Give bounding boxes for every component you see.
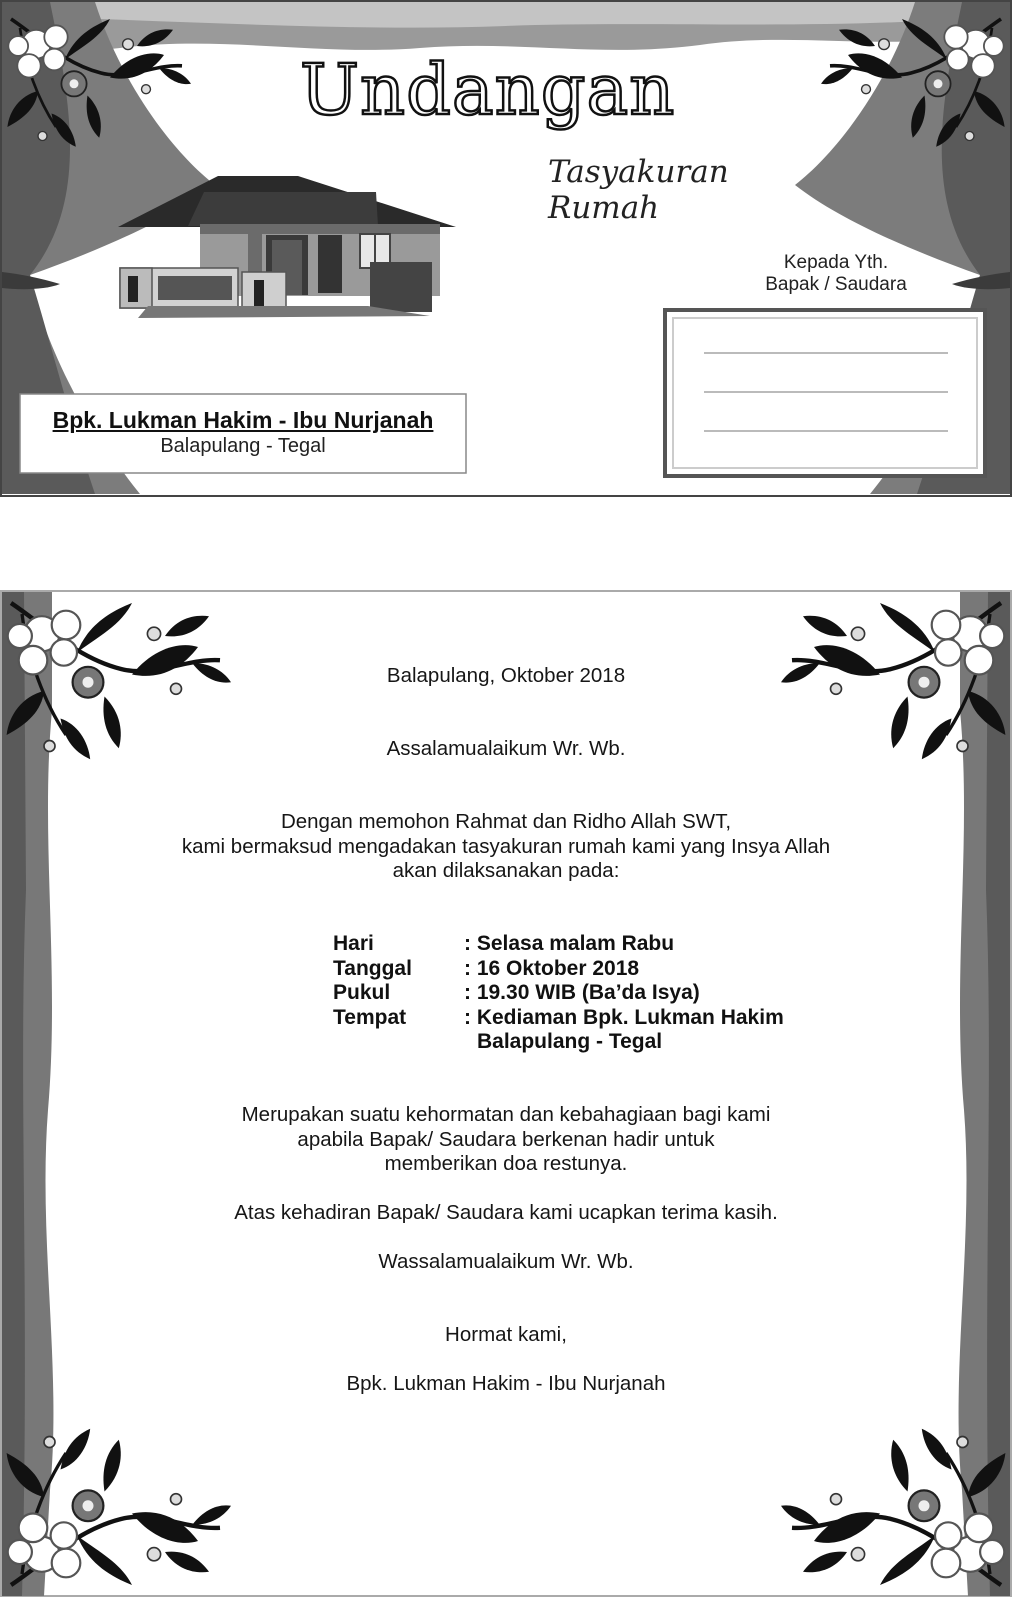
recipient-title: Bapak / Saudara (765, 274, 907, 295)
invitation-subtitle: Tasyakuran Rumah (548, 154, 729, 226)
detail-row-hari (333, 932, 674, 957)
detail-label: Tanggal (333, 957, 412, 980)
detail-value: : 19.30 WIB (Ba’da Isya) (464, 981, 700, 1004)
detail-row-tempat-continued: Balapulang - Tegal (477, 1030, 663, 1053)
detail-value: : Selasa malam Rabu (464, 932, 675, 955)
letter-intro-line-3: akan dilaksanakan pada: (392, 859, 620, 882)
letter-greeting: Assalamualaikum Wr. Wb. (386, 737, 626, 760)
detail-row-tempat (333, 1006, 784, 1031)
letter-honor-line-1: Merupakan suatu kehormatan dan kebahagiaan bagi kami (241, 1103, 771, 1126)
sender-place: Balapulang - Tegal (160, 435, 326, 457)
invitation-title: Undangan (300, 49, 676, 131)
envelope-card (0, 0, 1012, 497)
letter-closing-greeting: Wassalamualaikum Wr. Wb. (378, 1250, 634, 1273)
detail-label: Hari (333, 932, 374, 955)
detail-row-pukul (333, 981, 700, 1006)
detail-row-tanggal (333, 957, 639, 982)
letter-honor-line-3: memberikan doa restunya. (384, 1152, 628, 1175)
letter-thanks: Atas kehadiran Bapak/ Saudara kami ucapkan terima kasih. (234, 1201, 778, 1224)
sender-names: Bpk. Lukman Hakim - Ibu Nurjanah (52, 407, 434, 433)
letter-intro-line-2: kami bermaksud mengadakan tasyakuran rumah kami yang Insya Allah (181, 835, 831, 858)
detail-label: Tempat (333, 1006, 407, 1029)
letter-regards: Hormat kami, (445, 1323, 567, 1346)
letter-intro-line-1: Dengan memohon Rahmat dan Ridho Allah SWT, (280, 810, 732, 833)
detail-label: Pukul (333, 981, 391, 1004)
recipient-salutation: Kepada Yth. (783, 252, 889, 273)
letter-signature: Bpk. Lukman Hakim - Ibu Nurjanah (346, 1372, 666, 1395)
detail-value: : 16 Oktober 2018 (464, 957, 640, 980)
letter-honor-line-2: apabila Bapak/ Saudara berkenan hadir untuk (297, 1128, 715, 1151)
house-illustration (118, 172, 458, 322)
detail-value: : Kediaman Bpk. Lukman Hakim (464, 1006, 784, 1029)
letter-place-date: Balapulang, Oktober 2018 (386, 664, 626, 687)
